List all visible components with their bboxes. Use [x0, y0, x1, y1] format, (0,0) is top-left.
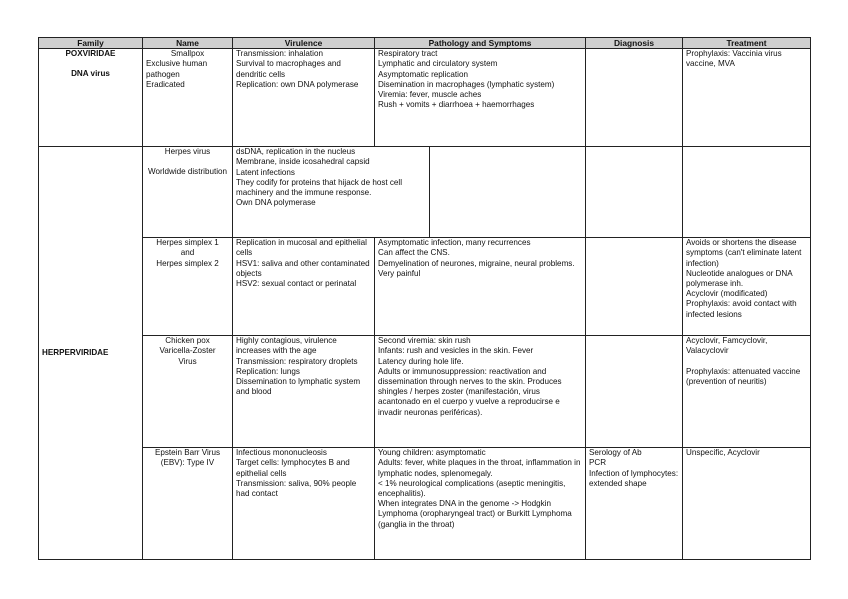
text-line: Infection of lymphocytes: extended shape — [589, 468, 679, 488]
text-line: Avoids or shortens the disease symptoms (can't eliminate latent infection) — [686, 238, 802, 268]
name-cell-herpes-virus — [143, 147, 233, 238]
header-diagnosis: Diagnosis — [586, 38, 683, 49]
name-line: Herpes virus — [164, 147, 211, 157]
text-line: Nucleotide analogues or DNA polymerase inh. — [686, 268, 793, 289]
diagnosis-cell-smallpox — [586, 49, 683, 147]
spacer — [146, 157, 229, 167]
treatment-cell-herpes-simplex — [683, 238, 811, 336]
text-line: Latency during hole life. — [378, 356, 464, 366]
name-line: Virus — [178, 356, 197, 366]
text-line: They codify for proteins that hijack de host cell machinery and the immune response. — [236, 177, 403, 198]
text-line: Serology of Ab — [589, 448, 642, 458]
text-line: Survival to macrophages and dendritic cells — [236, 59, 341, 79]
cell-divider — [429, 147, 430, 237]
table-row-epstein-barr — [39, 448, 811, 560]
text-line: dsDNA, replication in the nucleus — [236, 147, 356, 157]
name-line: Worldwide distribution — [147, 167, 228, 177]
family-label: POXVIRIDAE — [65, 49, 116, 59]
text-line: Transmission: inhalation — [236, 49, 323, 59]
name-line: Herpes simplex 2 — [156, 258, 219, 268]
text-line: Highly contagious, virulence increases with the age — [236, 336, 337, 356]
text-line: < 1% neurological complications (aseptic meningitis, encephalitis). — [378, 478, 566, 499]
pathology-cell-herpes-simplex — [375, 238, 586, 336]
text-line: Prophylaxis: avoid contact with infected lesions — [686, 299, 797, 319]
text-line: Transmission: respiratory droplets — [236, 356, 358, 366]
text-line: Target cells: lymphocytes B and epithelial cells — [236, 458, 350, 478]
pathology-cell-epstein-barr — [375, 448, 586, 560]
treatment-cell-varicella-zoster — [683, 336, 811, 448]
header-treatment: Treatment — [683, 38, 811, 49]
text-line: Viremia: fever, muscle aches — [378, 90, 482, 100]
text-line: When integrates DNA in the genome -> Hodgkin Lymphoma (oropharyngeal tract) or Burkitt Lymphoma (ganglia in the throat) — [378, 499, 572, 529]
header-row — [39, 38, 811, 49]
name-line: Chicken pox — [165, 336, 210, 346]
table-row-herpes-virus — [39, 147, 811, 238]
table-row-herpes-simplex — [39, 238, 811, 336]
name-line: Herpes simplex 1 — [156, 238, 219, 248]
text-line: Dissemination to lymphatic system and blood — [236, 377, 361, 397]
text-line: Very painful — [378, 268, 421, 278]
text-line: Prophylaxis: Vaccinia virus vaccine, MVA — [686, 49, 782, 69]
diagnosis-cell-herpes-virus — [586, 147, 683, 238]
family-subtype: DNA virus — [71, 69, 110, 79]
name-line: Exclusive human pathogen — [146, 59, 208, 79]
text-line: Adults or immunosuppression: reactivation and dissemination through nerves to the skin. Produces shingles / herpes zoster (manifestación, virus acantonado en el cuerpo y vuelve a reproducirse e invadir neuronas periféricas). — [378, 366, 562, 417]
text-line: Membrane, inside icosahedral capsid — [236, 157, 370, 167]
text-line: Can affect the CNS. — [378, 248, 450, 258]
text-line: Demyelination of neurones, migraine, neural problems. — [378, 258, 575, 268]
text-line: Own DNA polymerase — [236, 198, 316, 208]
text-line: Disemination in macrophages (lymphatic system) — [378, 79, 555, 89]
family-cell-poxviridae — [39, 49, 143, 147]
virulence-cell-smallpox — [233, 49, 375, 147]
name-cell-varicella-zoster — [143, 336, 233, 448]
diagnosis-cell-epstein-barr — [586, 448, 683, 560]
virulence-cell-epstein-barr — [233, 448, 375, 560]
name-line: Varicella-Zoster — [159, 346, 216, 356]
spacer — [686, 357, 807, 367]
pathology-cell-smallpox — [375, 49, 586, 147]
pathology-cell-varicella-zoster — [375, 336, 586, 448]
name-line: Eradicated — [146, 79, 185, 89]
treatment-cell-herpes-virus — [683, 147, 811, 238]
virulence-cell-herpes-virus — [233, 147, 586, 238]
text-line: Acyclovir (modificated) — [686, 289, 768, 299]
name-line: and — [180, 248, 195, 258]
header-pathology: Pathology and Symptoms — [375, 38, 586, 49]
text-line: Second viremia: skin rush — [378, 336, 471, 346]
text-line: Latent infections — [236, 167, 295, 177]
family-label: HERPERVIRIDAE — [42, 348, 109, 358]
table-row-varicella-zoster — [39, 336, 811, 448]
treatment-cell-epstein-barr — [683, 448, 811, 560]
treatment-cell-smallpox — [683, 49, 811, 147]
text-line: Adults: fever, white plaques in the throat, inflammation in lymphatic nodes, splenomegaly. — [378, 458, 581, 478]
text-line: Respiratory tract — [378, 49, 438, 59]
name-line: Epstein Barr Virus (EBV): Type IV — [154, 448, 221, 468]
text-line: Replication: lungs — [236, 366, 300, 376]
text-line: Replication: own DNA polymerase — [236, 79, 359, 89]
text-line: Replication in mucosal and epithelial cells — [236, 238, 367, 258]
text-line: HSV2: sexual contact or perinatal — [236, 279, 357, 289]
virulence-cell-varicella-zoster — [233, 336, 375, 448]
text-line: Acyclovir, Famcyclovir, Valacyclovir — [686, 336, 768, 356]
virus-table — [38, 37, 811, 560]
text-line: Infectious mononucleosis — [236, 448, 327, 458]
name-line: Smallpox — [170, 49, 205, 59]
header-name: Name — [143, 38, 233, 49]
text-line: Rush + vomits + diarrhoea + haemorrhages — [378, 100, 535, 110]
table-row-poxviridae — [39, 49, 811, 147]
text-line: Lymphatic and circulatory system — [378, 59, 498, 69]
text-line: Prophylaxis: attenuated vaccine (prevention of neuritis) — [686, 366, 801, 386]
header-family: Family — [39, 38, 143, 49]
text-line: Transmission: saliva, 90% people had contact — [236, 478, 357, 499]
header-virulence: Virulence — [233, 38, 375, 49]
name-cell-herpes-simplex — [143, 238, 233, 336]
name-cell-smallpox — [143, 49, 233, 147]
text-line: Young children: asymptomatic — [378, 448, 486, 458]
text-line: PCR — [589, 458, 607, 468]
text-line: HSV1: saliva and other contaminated objects — [236, 258, 370, 278]
text-line: Asymptomatic replication — [378, 69, 468, 79]
name-cell-epstein-barr — [143, 448, 233, 560]
family-cell-herpesviridae — [39, 147, 143, 560]
diagnosis-cell-herpes-simplex — [586, 238, 683, 336]
virulence-cell-herpes-simplex — [233, 238, 375, 336]
text-line: Unspecific, Acyclovir — [686, 448, 760, 458]
diagnosis-cell-varicella-zoster — [586, 336, 683, 448]
text-line: Infants: rush and vesicles in the skin. Fever — [378, 346, 534, 356]
text-line: Asymptomatic infection, many recurrences — [378, 238, 531, 248]
